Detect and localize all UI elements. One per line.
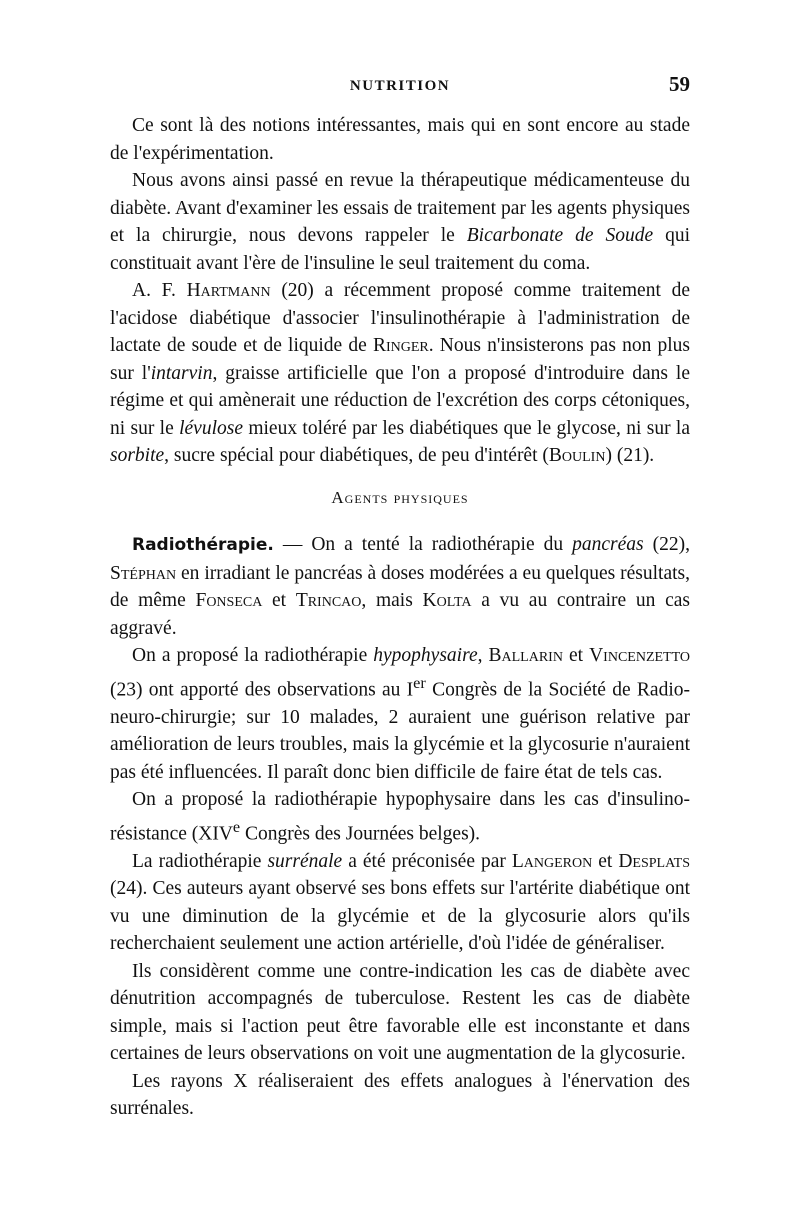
- paragraph-4: [110, 531, 690, 642]
- text-run: Congrès des Journées belges).: [240, 823, 481, 844]
- italic-term: surrénale: [267, 850, 343, 872]
- author-name: Hartmann: [186, 280, 271, 301]
- text-run: a été préconisée par: [342, 850, 512, 872]
- paragraph-7: [110, 848, 690, 958]
- paragraph-2: [110, 167, 690, 277]
- text-run: , sucre spécial pour diabétiques, de peu d'intérêt (: [164, 445, 549, 466]
- paragraph-9-text: Les rayons X réaliseraient des effets analogues à l'énervation des surrénales.: [110, 1070, 690, 1119]
- paragraph-5: [110, 642, 690, 786]
- author-name: Desplats: [618, 850, 690, 872]
- paragraph-8: [110, 958, 690, 1068]
- superscript: e: [232, 817, 241, 836]
- paragraph-1-text: Ce sont là des notions intéressantes, mais qui en sont encore au stade de l'expérimentation.: [110, 115, 690, 164]
- text-run: Congrès de la Société de Radio-neuro-chirurgie; sur 10 malades, 2 auraient une guérison relative par amélioration de leurs troubles, mais la glycémie et la glycosurie n'auraient pas été influencées. Il paraît donc bien difficile de faire état de tels cas.: [110, 679, 690, 783]
- italic-term: hypophysaire: [373, 645, 478, 666]
- text-run: A. F.: [132, 280, 187, 301]
- run-in-heading: Radiothérapie.: [132, 535, 274, 555]
- text-run: (23) ont apporté des observations au I: [110, 679, 414, 700]
- text-run: mieux toléré par les diabétiques que le glycose, ni sur la: [243, 417, 690, 439]
- text-run: . Nous n'insisterons pas non plus sur l': [110, 335, 690, 384]
- running-title: NUTRITION: [349, 78, 451, 94]
- italic-term: lévulose: [179, 417, 243, 439]
- text-run: ) (21).: [605, 445, 655, 466]
- text-run: , graisse artificielle que l'on a proposé d'introduire dans le régime et qui amènerait une réduction de l'excrétion des corps cétoniques, ni sur le: [110, 362, 690, 439]
- text-run: La radiothérapie: [132, 850, 268, 872]
- text-run: (20) a récemment proposé comme traitement de l'acidose diabétique d'associer l'insulinothérapie à l'administration de lactate de soude et de liquide de: [110, 280, 690, 356]
- paragraph-9: [110, 1068, 690, 1123]
- italic-term: intarvin: [150, 362, 213, 384]
- author-name: Kolta: [422, 590, 472, 611]
- text-run: On a proposé la radiothérapie: [132, 645, 374, 666]
- paragraph-8-text: Ils considèrent comme une contre-indication les cas de diabète avec dénutrition accompagnés de tuberculose. Restent les cas de diabète simple, mais si l'action peut être favorable elle est inconstante et dans certaines de leurs observations on voit une augmentation de la glycosurie.: [110, 960, 690, 1064]
- superscript: er: [413, 673, 426, 692]
- text-run: , mais: [361, 590, 423, 611]
- author-name: Langeron: [511, 850, 593, 872]
- paragraph-1: [110, 112, 690, 167]
- text-run: qui constituait avant l'ère de l'insuline le seul traitement du coma.: [110, 225, 690, 274]
- author-name: Boulin: [548, 445, 606, 466]
- text-run: ,: [477, 645, 489, 666]
- text-run: — On a tenté la radiothérapie du: [273, 534, 573, 555]
- text-run: a vu au contraire un cas aggravé.: [110, 590, 690, 639]
- italic-term: sorbite: [110, 445, 165, 466]
- page-number: 59: [669, 72, 690, 96]
- author-name: Trincao: [295, 590, 362, 611]
- text-run: et: [592, 850, 619, 872]
- text-run: en irradiant le pancréas à doses modérées a eu quelques résultats, de même: [110, 562, 690, 611]
- text-run: (22),: [643, 534, 690, 555]
- page-header: [110, 72, 690, 102]
- paragraph-3: [110, 277, 690, 470]
- author-name: Ballarin: [488, 645, 563, 666]
- paragraph-6: [110, 786, 690, 848]
- body-text: [110, 112, 690, 1123]
- author-name: Fonseca: [195, 590, 263, 611]
- text-run: On a proposé la radiothérapie hypophysaire dans les cas d'insulino-résistance (XIV: [110, 789, 690, 844]
- text-run: (24). Ces auteurs ayant observé ses bons effets sur l'artérite diabétique ont vu une diminution de la glycémie et de la glycosurie alors qu'ils recherchaient seulement une action artérielle, d'où l'idée de généraliser.: [110, 878, 690, 954]
- author-name: Vincenzetto: [589, 645, 691, 666]
- italic-term: Bicarbonate de Soude: [466, 225, 654, 246]
- italic-term: pancréas: [572, 534, 644, 555]
- section-heading: Agents physiques: [331, 487, 469, 507]
- text-run: et: [562, 645, 590, 666]
- author-name: Ringer: [372, 335, 429, 356]
- text-run: et: [262, 590, 296, 611]
- text-run: Nous avons ainsi passé en revue la thérapeutique médicamenteuse du diabète. Avant d'examiner les essais de traitement par les agents physiques et la chirurgie, nous devons rappeler le: [110, 170, 690, 246]
- author-name: Stéphan: [110, 562, 177, 584]
